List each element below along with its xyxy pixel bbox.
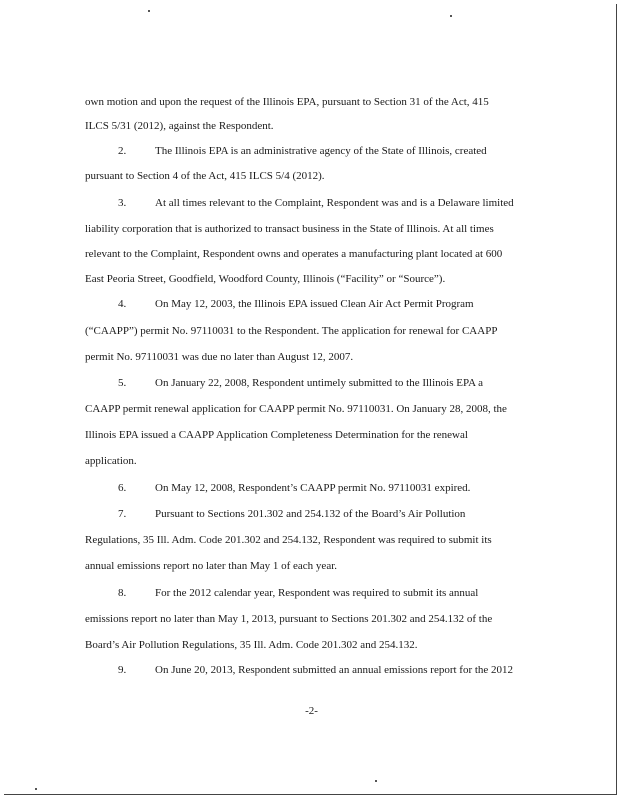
text-line: At all times relevant to the Complaint, Respondent was and is a Delaware limited [155, 197, 514, 209]
text-line: Regulations, 35 Ill. Adm. Code 201.302 and 254.132, Respondent was required to submit its [85, 534, 492, 546]
paragraph-number: 3. [118, 197, 127, 209]
paragraph-number: 6. [118, 482, 127, 494]
text-line: On January 22, 2008, Respondent untimely submitted to the Illinois EPA a [155, 377, 484, 389]
text-line: The Illinois EPA is an administrative agency of the State of Illinois, created [155, 145, 487, 157]
text-line: On May 12, 2003, the Illinois EPA issued Clean Air Act Permit Program [155, 298, 474, 310]
paragraph-number: 4. [118, 298, 127, 310]
text-line: For the 2012 calendar year, Respondent was required to submit its annual [155, 587, 479, 599]
text-line: On May 12, 2008, Respondent’s CAAPP permit No. 97110031 expired. [155, 482, 471, 494]
scan-speck [375, 780, 377, 782]
text-line: ILCS 5/31 (2012), against the Respondent. [85, 120, 274, 132]
text-line: Pursuant to Sections 201.302 and 254.132 of the Board’s Air Pollution [155, 508, 466, 520]
paragraph-number: 9. [118, 664, 127, 676]
paragraph-number: 7. [118, 508, 127, 520]
page-number: -2- [305, 705, 318, 717]
text-line: relevant to the Complaint, Respondent owns and operates a manufacturing plant located at 600 [85, 248, 503, 260]
text-line: liability corporation that is authorized to transact business in the State of Illinois. At all times [85, 223, 494, 235]
paragraph-number: 2. [118, 145, 127, 157]
text-line: Board’s Air Pollution Regulations, 35 Ill. Adm. Code 201.302 and 254.132. [85, 639, 418, 651]
text-line: emissions report no later than May 1, 2013, pursuant to Sections 201.302 and 254.132 of the [85, 613, 493, 625]
text-line: Illinois EPA issued a CAAPP Application Completeness Determination for the renewal [85, 429, 468, 441]
paragraph-number: 5. [118, 377, 127, 389]
text-line: CAAPP permit renewal application for CAAPP permit No. 97110031. On January 28, 2008, the [85, 403, 507, 415]
text-line: application. [85, 455, 137, 467]
text-line: East Peoria Street, Goodfield, Woodford County, Illinois (“Facility” or “Source”). [85, 273, 446, 285]
scan-speck [450, 15, 452, 17]
text-line: On June 20, 2013, Respondent submitted an annual emissions report for the 2012 [155, 664, 514, 676]
scan-speck [148, 10, 150, 12]
text-line: permit No. 97110031 was due no later than August 12, 2007. [85, 351, 354, 363]
text-line: (“CAAPP”) permit No. 97110031 to the Respondent. The application for renewal for CAAPP [85, 325, 498, 337]
text-line: pursuant to Section 4 of the Act, 415 ILCS 5/4 (2012). [85, 170, 325, 182]
text-line: own motion and upon the request of the Illinois EPA, pursuant to Section 31 of the Act, 415 [85, 96, 489, 108]
scan-speck [35, 788, 37, 790]
paragraph-number: 8. [118, 587, 127, 599]
text-line: annual emissions report no later than May 1 of each year. [85, 560, 338, 572]
